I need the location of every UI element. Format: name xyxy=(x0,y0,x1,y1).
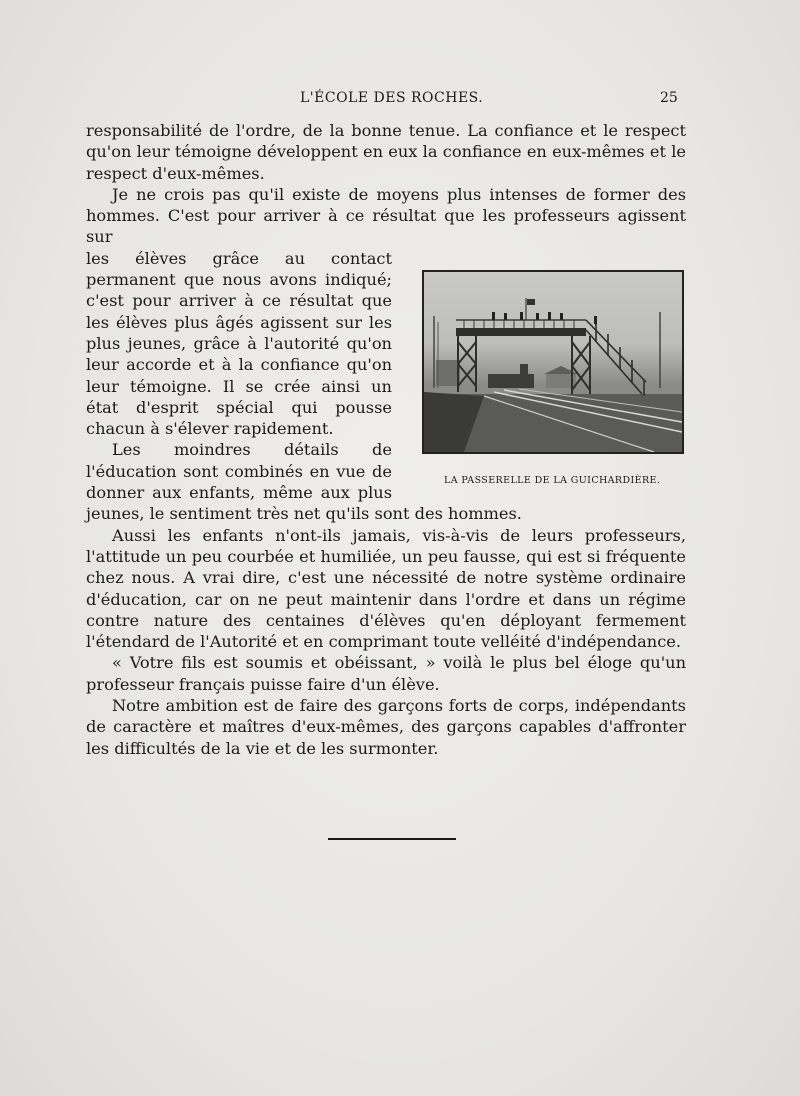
paragraph-6: « Votre fils est soumis et obéissant, » voilà le plus bel éloge qu'un professeur français puisse faire d'un élève. xyxy=(86,653,686,694)
page-number: 25 xyxy=(660,90,678,106)
paragraph-7: Notre ambition est de faire des garçons forts de corps, indépendants de caractère et maîtres d'eux-mêmes, des garçons capables d'affronter les difficultés de la vie et de les surmonter. xyxy=(86,696,686,758)
end-rule xyxy=(328,838,456,840)
body-text xyxy=(86,120,686,759)
paragraph-5: Aussi les enfants n'ont-ils jamais, vis-à-vis de leurs professeurs, l'attitude un peu courbée et humiliée, un peu fausse, qui est si fréquente chez nous. A vrai dire, c'est une nécessité de notre système ordinaire d'éducation, car on ne peut maintenir dans l'ordre et dans un régime contre nature des centaines d'élèves qu'en déployant fermement l'étendard de l'Autorité et en comprimant toute velléité d'indépendance. xyxy=(86,525,686,652)
figure xyxy=(422,270,686,491)
paragraph-2: Je ne crois pas qu'il existe de moyens plus intenses de former des hommes. C'est pour arriver à ce résultat que les professeurs agissent sur xyxy=(86,184,686,247)
paragraph-1: responsabilité de l'ordre, de la bonne tenue. La confiance et le respect qu'on leur témoigne développent en eux la confiance en eux-mêmes et le respect d'eux-mêmes. xyxy=(86,121,686,183)
footbridge-photo xyxy=(422,270,684,454)
footbridge-illustration xyxy=(424,272,682,452)
paragraph-3: les élèves grâce au contact permanent que nous avons indiqué; c'est pour arriver à ce résultat que les élèves plus âgés agissent sur les plus jeunes, grâce à l'autorité qu'on leur accorde et à la confiance qu'on leur témoigne. Il se crée ainsi un état d'esprit spécial qui pousse chacun à s'élever rapidement. xyxy=(86,248,392,439)
figure-caption: LA PASSERELLE DE LA GUICHARDIÈRE. xyxy=(444,474,661,486)
running-title: L'ÉCOLE DES ROCHES. xyxy=(300,90,484,106)
paragraph-4: Les moindres détails de l'éducation sont combinés en vue de donner aux enfants, même aux plus jeunes, le sentiment très net qu'ils sont des hommes. xyxy=(86,440,522,524)
